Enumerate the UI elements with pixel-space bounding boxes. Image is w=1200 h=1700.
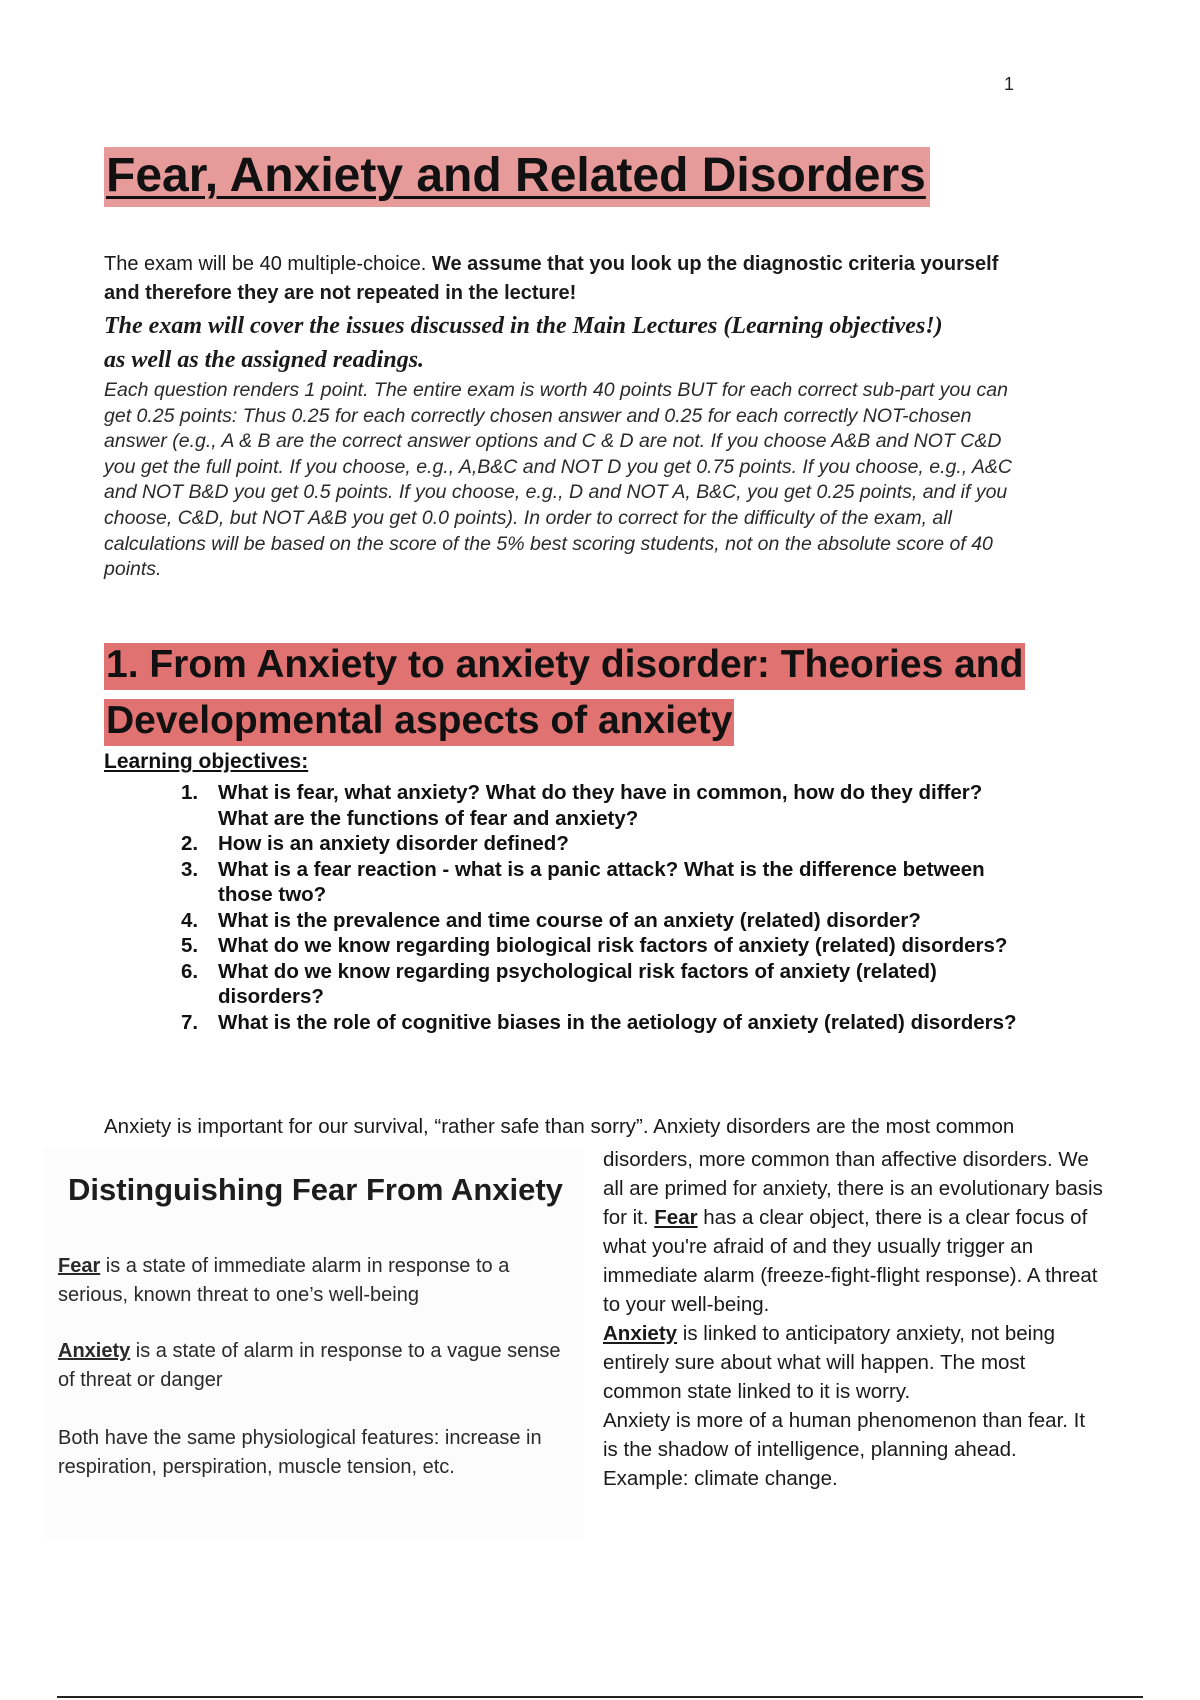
list-item <box>181 933 1031 959</box>
list-item <box>181 959 1031 1010</box>
physiological-features-text: Both have the same physiological features: increase in respiration, perspiration, muscle tension, etc. <box>58 1427 542 1478</box>
fear-notes-intro: disorders, more common than affective disorders. We all are primed for anxiety, there is an evolutionary basis for it. <box>603 1148 1103 1229</box>
exam-format-text: The exam will be 40 multiple-choice. <box>104 253 432 275</box>
anxiety-definition <box>58 1337 568 1395</box>
section-heading-text: 1. From Anxiety to anxiety disorder: Theories and Developmental aspects of anxiety <box>104 643 1025 746</box>
list-item-text: What do we know regarding psychological risk factors of anxiety (related) disorders? <box>218 959 937 1008</box>
document-title: Fear, Anxiety and Related Disorders <box>104 147 930 207</box>
anxiety-notes-term: Anxiety <box>603 1322 678 1345</box>
anxiety-notes-text: is linked to anticipatory anxiety, not being entirely sure about what will happen. The most common state linked to it is worry. <box>603 1322 1056 1403</box>
diagnostic-criteria-note: We assume that you look up the diagnostic criteria yourself and therefore they are not repeated in the lecture! <box>104 253 999 304</box>
exam-intro <box>104 250 1024 308</box>
list-item-number: 7. <box>181 1010 199 1034</box>
list-item <box>181 831 1031 857</box>
list-item-number: 6. <box>181 959 199 983</box>
page-number: 1 <box>1004 74 1015 94</box>
page-bottom-divider <box>57 1696 1143 1698</box>
section-heading <box>104 637 1024 749</box>
fear-notes-text: has a clear object, there is a clear focus of what you're afraid of and they usually trigger an immediate alarm (freeze-fight-flight response). A threat to your well-being. <box>603 1206 1098 1316</box>
list-item-number: 2. <box>181 832 199 855</box>
notes-column <box>603 1145 1103 1493</box>
anxiety-notes <box>603 1319 1103 1406</box>
slide-title: Distinguishing Fear From Anxiety <box>68 1172 563 1207</box>
list-item-text: What do we know regarding biological risk factors of anxiety (related) disorders? <box>218 934 1008 957</box>
scoring-rules: Each question renders 1 point. The entire exam is worth 40 points BUT for each correct sub-part you can get 0.25 points: Thus 0.25 for each correctly chosen answer and 0.25 for each correctly NOT-chosen answer (e.g., A & B are the correct answer options and C & D are not. If you choose A&B and NOT C&D you get the full point. If you choose, e.g., A,B&C and NOT D you get 0.75 points. If you choose, e.g., A&C and NOT B&D you get 0.5 points. If you choose, e.g., D and NOT A, B&C, you get 0.25 points, and if you choose, C&D, but NOT A&B you get 0.0 points). In order to correct for the difficulty of the exam, all calculations will be based on the score of the 5% best scoring students, not on the absolute score of 40 points. <box>104 379 1012 581</box>
list-item-number: 1. <box>181 781 199 804</box>
list-item-number: 5. <box>181 934 199 957</box>
learning-objectives-label: Learning objectives: <box>104 750 309 773</box>
list-item-text: What is the role of cognitive biases in the aetiology of anxiety (related) disorders? <box>218 1010 1017 1034</box>
list-item <box>181 908 1031 934</box>
anxiety-definition-text: is a state of alarm in response to a vague sense of threat or danger <box>58 1340 561 1391</box>
list-item-text: How is an anxiety disorder defined? <box>218 832 569 855</box>
list-item <box>181 780 1031 831</box>
list-item-text: What is fear, what anxiety? What do they have in common, how do they differ? What are the functions of fear and anxiety? <box>218 781 983 830</box>
list-item <box>181 857 1031 908</box>
fear-term: Fear <box>58 1255 101 1277</box>
fear-definition <box>58 1252 568 1310</box>
exam-coverage-note: The exam will cover the issues discussed in the Main Lectures (Learning objectives!) as well as the assigned readings. <box>104 313 943 373</box>
anxiety-term: Anxiety <box>58 1340 131 1362</box>
fear-definition-text: is a state of immediate alarm in response to a serious, known threat to one’s well-being <box>58 1255 510 1306</box>
learning-objectives-list <box>181 780 1031 1035</box>
human-phenomenon-notes: Anxiety is more of a human phenomenon than fear. It is the shadow of intelligence, planning ahead. Example: climate change. <box>603 1409 1086 1490</box>
slide-image <box>44 1148 584 1538</box>
list-item-number: 3. <box>181 857 199 881</box>
list-item-text: What is a fear reaction - what is a panic attack? What is the difference between those two? <box>218 857 985 906</box>
list-item <box>181 1010 1031 1036</box>
anxiety-intro-text: Anxiety is important for our survival, “rather safe than sorry”. Anxiety disorders are the most common <box>104 1115 1015 1138</box>
fear-notes-term: Fear <box>654 1206 698 1229</box>
list-item-text: What is the prevalence and time course of an anxiety (related) disorder? <box>218 908 921 932</box>
list-item-number: 4. <box>181 908 199 932</box>
fear-notes <box>603 1145 1103 1319</box>
